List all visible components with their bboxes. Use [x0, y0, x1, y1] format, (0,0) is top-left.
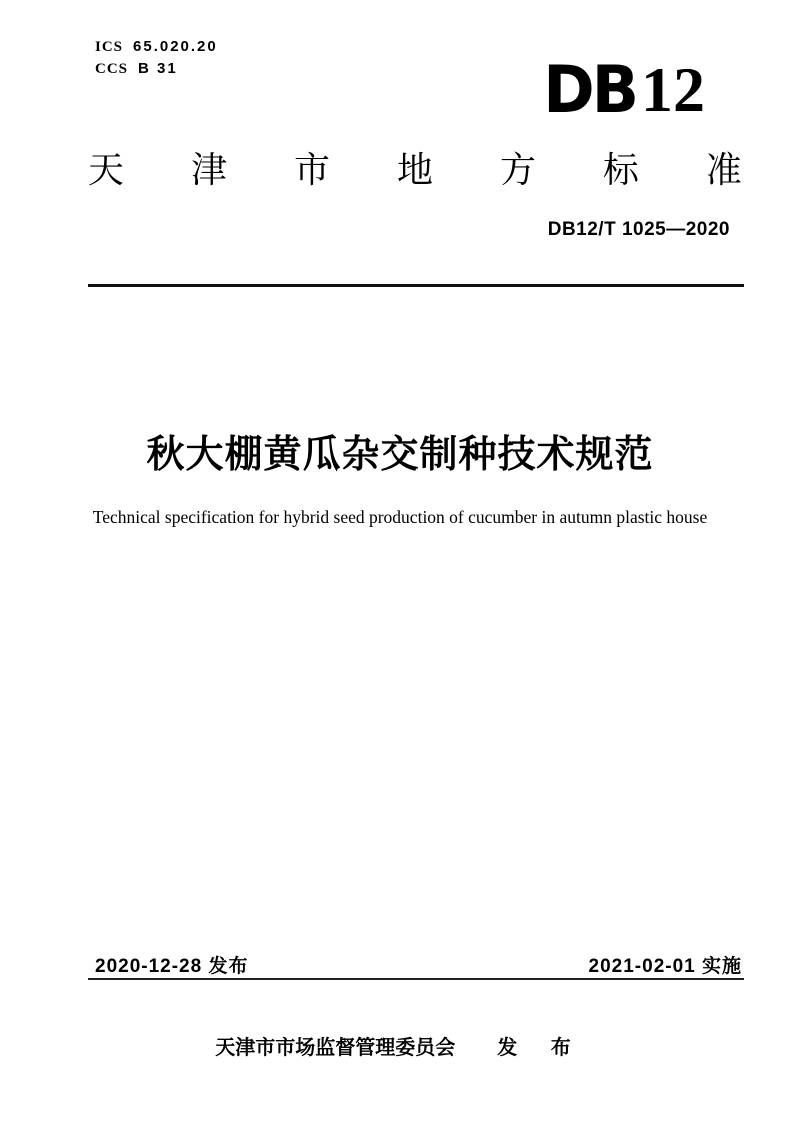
header-divider-line	[88, 284, 744, 287]
ccs-label: CCS	[95, 61, 129, 77]
publisher-row	[0, 1031, 800, 1060]
standard-name-char: 地	[396, 149, 433, 190]
document-number: DB12/T 1025—2020	[547, 219, 730, 240]
footer-divider-line	[88, 978, 744, 980]
implement-date: 2021-02-01 实施	[588, 956, 742, 977]
ccs-value: B 31	[138, 60, 178, 77]
ics-code-line	[95, 36, 218, 58]
publish-label: 发 布	[497, 1037, 585, 1059]
standard-name-char: 天	[88, 149, 125, 190]
standard-name-char: 方	[499, 149, 536, 190]
standard-name-char: 市	[293, 149, 330, 190]
page-title: 秋大棚黄瓜杂交制种技术规范	[146, 434, 654, 476]
ics-value: 65.020.20	[133, 38, 218, 55]
publisher-name: 天津市市场监督管理委员会	[215, 1037, 456, 1059]
issue-date: 2020-12-28 发布	[95, 956, 249, 977]
standard-name-row	[88, 148, 742, 192]
dates-row	[95, 951, 742, 978]
db12-logo-db: DB	[543, 51, 636, 128]
english-subtitle: Technical specification for hybrid seed production of cucumber in autumn plastic house	[92, 507, 708, 527]
ccs-code-line	[95, 58, 218, 80]
ics-label: ICS	[95, 39, 124, 55]
standard-name-char: 准	[705, 149, 742, 190]
standard-name-char: 津	[190, 149, 227, 190]
classification-codes	[95, 36, 218, 80]
db12-logo-number: 12	[641, 54, 705, 125]
db12-logo	[543, 51, 705, 128]
standard-name-char: 标	[602, 149, 639, 190]
